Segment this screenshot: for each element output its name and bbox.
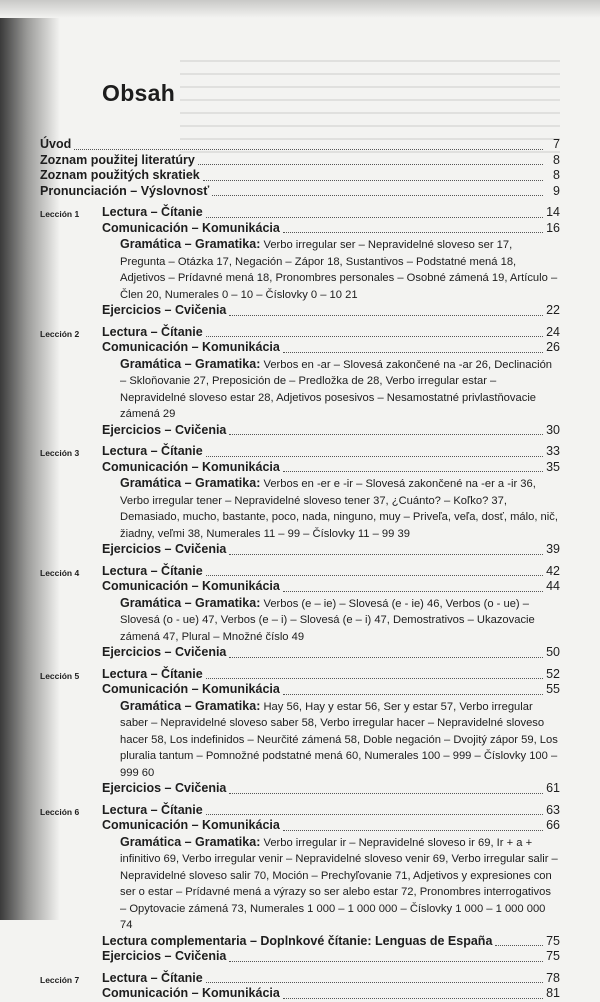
lesson-entries [102, 803, 560, 965]
lesson-entries [102, 444, 560, 558]
toc-entry-intro [40, 137, 560, 153]
lesson-entries [102, 971, 560, 1002]
dot-leader [283, 830, 543, 831]
toc-entry-comunicacion [102, 340, 560, 356]
dot-leader [229, 554, 543, 555]
dot-leader [283, 471, 543, 472]
grammar-topics [120, 236, 560, 303]
grammar-topics [120, 475, 560, 542]
dot-leader [283, 352, 543, 353]
lesson-label: Lección 3 [40, 448, 80, 458]
lesson-entries [102, 667, 560, 797]
lesson-block [40, 803, 560, 965]
dot-leader [283, 591, 543, 592]
lesson-block [40, 325, 560, 439]
dot-leader [203, 180, 543, 181]
lesson-label: Lección 5 [40, 670, 80, 681]
toc-entry-title: Lectura – Čítanie [102, 205, 203, 219]
toc-entry-title: Lectura – Čítanie [102, 666, 203, 681]
grammar-topics [120, 698, 560, 782]
dot-leader [229, 961, 543, 962]
toc-entry-ejercicios [102, 423, 560, 439]
toc-entry-lectura [102, 325, 560, 341]
dot-leader [212, 195, 543, 196]
page-number: 66 [546, 818, 560, 832]
toc-entry-intro [40, 168, 560, 184]
page-number: 8 [553, 168, 560, 182]
grammar-text: Verbos en -er e -ir – Slovesá zakončené na -er a -ir 36, Verbo irregular tener – Nepravidelné sloveso tener 37, ¿Cuánto? – Koľko? 37, Demasiado, mucho, bastante, poco, nada, ninguno, muy – Priveľa, veľa, dosť, málo, nič, žiadny, veľmi 38, Numerales 11 – 99 – Číslovky 11 – 99 39 [120, 478, 558, 540]
toc-entry-ejercicios [102, 303, 560, 319]
toc-entry-title: Ejercicios – Cvičenia [102, 422, 227, 437]
toc-entry-title: Comunicación – Komunikácia [102, 340, 280, 354]
grammar-heading: Gramática – Gramatika: [120, 356, 261, 371]
page-number: 14 [546, 205, 560, 219]
toc-entry-title: Lectura – Čítanie [102, 970, 203, 985]
page-number: 78 [546, 970, 560, 985]
lesson-label: Lección 6 [40, 806, 80, 817]
toc-entry-lectura [102, 971, 560, 987]
toc-entry-ejercicios [102, 781, 560, 797]
toc-entry-complementaria [102, 934, 560, 950]
dot-leader [206, 982, 543, 983]
toc-entry-ejercicios [102, 542, 560, 558]
dot-leader [206, 575, 543, 576]
toc-entry-title: Zoznam použitých skratiek [40, 168, 200, 182]
grammar-heading: Gramática – Gramatika: [120, 595, 261, 610]
page-number: 39 [546, 542, 560, 556]
toc-entry-title: Ejercicios – Cvičenia [102, 949, 227, 963]
toc-entry-title: Ejercicios – Cvičenia [102, 781, 227, 795]
page-number: 35 [546, 459, 560, 474]
lesson-label: Lección 7 [40, 974, 80, 985]
dot-leader [229, 657, 543, 658]
lesson-block [40, 667, 560, 797]
toc-entry-lectura [102, 205, 560, 221]
page-number: 26 [546, 340, 560, 354]
grammar-text: Verbo irregular ir – Nepravidelné sloveso ir 69, Ir + a + infinitivo 69, Verbo irregular venir – Nepravidelné sloveso venir 69, Verbo irregular salir – Nepravidelné sloveso salir 70, Moción – Prechyľovanie 71, Adjetivos y expresiones con ser o estar – Prídavné mená a výrazy so ser alebo estar 72, Pronombres interrogativos – Opytovacie zámená 73, Numerales 1 000 – 1 000 000 – Číslovky 1 000 – 1 000 000 74 [120, 836, 558, 931]
toc-entry-comunicacion [102, 682, 560, 698]
dot-leader [74, 149, 543, 150]
page-number: 24 [546, 324, 560, 339]
toc-entry-title: Úvod [40, 137, 72, 151]
grammar-topics [120, 834, 560, 934]
toc-entry-intro [40, 184, 560, 200]
grammar-text: Verbos en -ar – Slovesá zakončené na -ar 26, Declinación – Skloňovanie 27, Preposición de – Predložka de 28, Verbo irregular estar – Nepravidelné sloveso estar 28, Adjetivos posesivos – Nesamostatné privlastňovacie zámená 29 [120, 358, 553, 420]
toc-entry-comunicacion [102, 818, 560, 834]
toc-entry-title: Comunicación – Komunikácia [102, 459, 280, 474]
lessons-list [40, 205, 560, 1002]
toc-entry-comunicacion [102, 460, 560, 476]
toc-entry-comunicacion [102, 221, 560, 237]
page-number: 7 [553, 137, 560, 151]
toc-entry-title: Comunicación – Komunikácia [102, 986, 280, 1000]
grammar-heading: Gramática – Gramatika: [120, 834, 261, 849]
toc-entry-ejercicios [102, 949, 560, 965]
toc-entry-ejercicios [102, 645, 560, 661]
toc-entry-title: Pronunciación – Výslovnosť [40, 183, 210, 198]
page-title: Obsah [102, 80, 176, 106]
toc-entry-comunicacion [102, 986, 560, 1002]
grammar-topics [120, 356, 560, 423]
page-number: 44 [546, 579, 560, 593]
page-number: 75 [546, 933, 560, 948]
dot-leader [229, 315, 543, 316]
dot-leader [206, 217, 543, 218]
grammar-text: Verbos (e – ie) – Slovesá (e - ie) 46, Verbos (o - ue) – Slovesá (o - ue) 47, Verbos (e – i) – Slovesá (e – i) 47, Demostrativos – Ukazovacie zámená 47, Plural – Množné číslo 49 [120, 597, 535, 643]
lesson-entries [102, 564, 560, 661]
page-number: 61 [546, 781, 560, 795]
lesson-label: Lección 2 [40, 328, 80, 339]
toc-entry-lectura [102, 564, 560, 580]
dot-leader [206, 814, 543, 815]
dot-leader [206, 678, 543, 679]
toc-entry-comunicacion [102, 579, 560, 595]
toc-entry-title: Comunicación – Komunikácia [102, 579, 280, 593]
lesson-entries [102, 325, 560, 439]
dot-leader [206, 336, 543, 337]
lesson-entries [102, 205, 560, 319]
page-number: 75 [546, 949, 560, 963]
toc-entry-title: Ejercicios – Cvičenia [102, 542, 227, 556]
grammar-topics [120, 595, 560, 646]
toc-entry-title: Comunicación – Komunikácia [102, 818, 280, 832]
lesson-label: Lección 4 [40, 567, 80, 578]
grammar-heading: Gramática – Gramatika: [120, 698, 261, 713]
toc-entry-title: Lectura – Čítanie [102, 444, 203, 458]
toc-entry-title: Comunicación – Komunikácia [102, 220, 280, 235]
toc-entry-title: Zoznam použitej literatúry [40, 152, 195, 167]
grammar-heading: Gramática – Gramatika: [120, 476, 261, 490]
toc-entry-lectura [102, 803, 560, 819]
page-number: 33 [546, 444, 560, 458]
table-of-contents [40, 80, 560, 1002]
page-number: 22 [546, 303, 560, 317]
dot-leader [283, 232, 543, 233]
lesson-block [40, 205, 560, 319]
page-number: 55 [546, 682, 560, 696]
page-top-shadow [0, 0, 600, 18]
lesson-label: Lección 1 [40, 209, 80, 219]
page-number: 16 [546, 220, 560, 235]
dot-leader [198, 164, 543, 165]
toc-entry-lectura [102, 667, 560, 683]
toc-entry-title: Ejercicios – Cvičenia [102, 303, 227, 317]
toc-entry-title: Comunicación – Komunikácia [102, 682, 280, 696]
page-number: 81 [546, 986, 560, 1000]
dot-leader [229, 793, 543, 794]
page-number: 52 [546, 666, 560, 681]
dot-leader [206, 456, 543, 457]
toc-entry-title: Lectura complementaria – Doplnkové čítanie: Lenguas de España [102, 933, 493, 948]
dot-leader [495, 945, 543, 946]
toc-entry-title: Lectura – Čítanie [102, 563, 203, 578]
page-number: 50 [546, 645, 560, 659]
page-number: 9 [553, 183, 560, 198]
dot-leader [283, 694, 543, 695]
lesson-block [40, 444, 560, 558]
toc-entry-title: Ejercicios – Cvičenia [102, 645, 227, 659]
toc-entry-intro [40, 153, 560, 169]
page-number: 42 [546, 563, 560, 578]
lesson-block [40, 564, 560, 661]
page-number: 8 [553, 152, 560, 167]
toc-entry-title: Lectura – Čítanie [102, 802, 203, 817]
toc-entry-lectura [102, 444, 560, 460]
dot-leader [229, 434, 543, 435]
grammar-text: Verbo irregular ser – Nepravidelné sloveso ser 17, Pregunta – Otázka 17, Negación – Zápor 18, Sustantivos – Podstatné mená 18, Adjetivos – Prídavné mená 18, Pronombres personales – Osobné zámená 19, Artículo – Člen 20, Numerales 0 – 10 – Číslovky 0 – 10 21 [120, 239, 558, 301]
page-number: 30 [546, 422, 560, 437]
lesson-block [40, 971, 560, 1002]
grammar-heading: Gramática – Gramatika: [120, 237, 261, 251]
dot-leader [283, 998, 543, 999]
grammar-text: Hay 56, Hay y estar 56, Ser y estar 57, Verbo irregular saber – Nepravidelné sloveso saber 58, Verbo irregular hacer – Nepravidelné sloveso hacer 58, Los indefinidos – Neurčité zámená 58, Doble negación – Dvojitý zápor 59, Los pluralia tantum – Pomnožné podstatné mená 60, Numerales 100 – 999 – Číslovky 100 – 999 60 [120, 700, 558, 779]
intro-section [40, 137, 560, 199]
page-number: 63 [546, 802, 560, 817]
toc-entry-title: Lectura – Čítanie [102, 324, 203, 339]
